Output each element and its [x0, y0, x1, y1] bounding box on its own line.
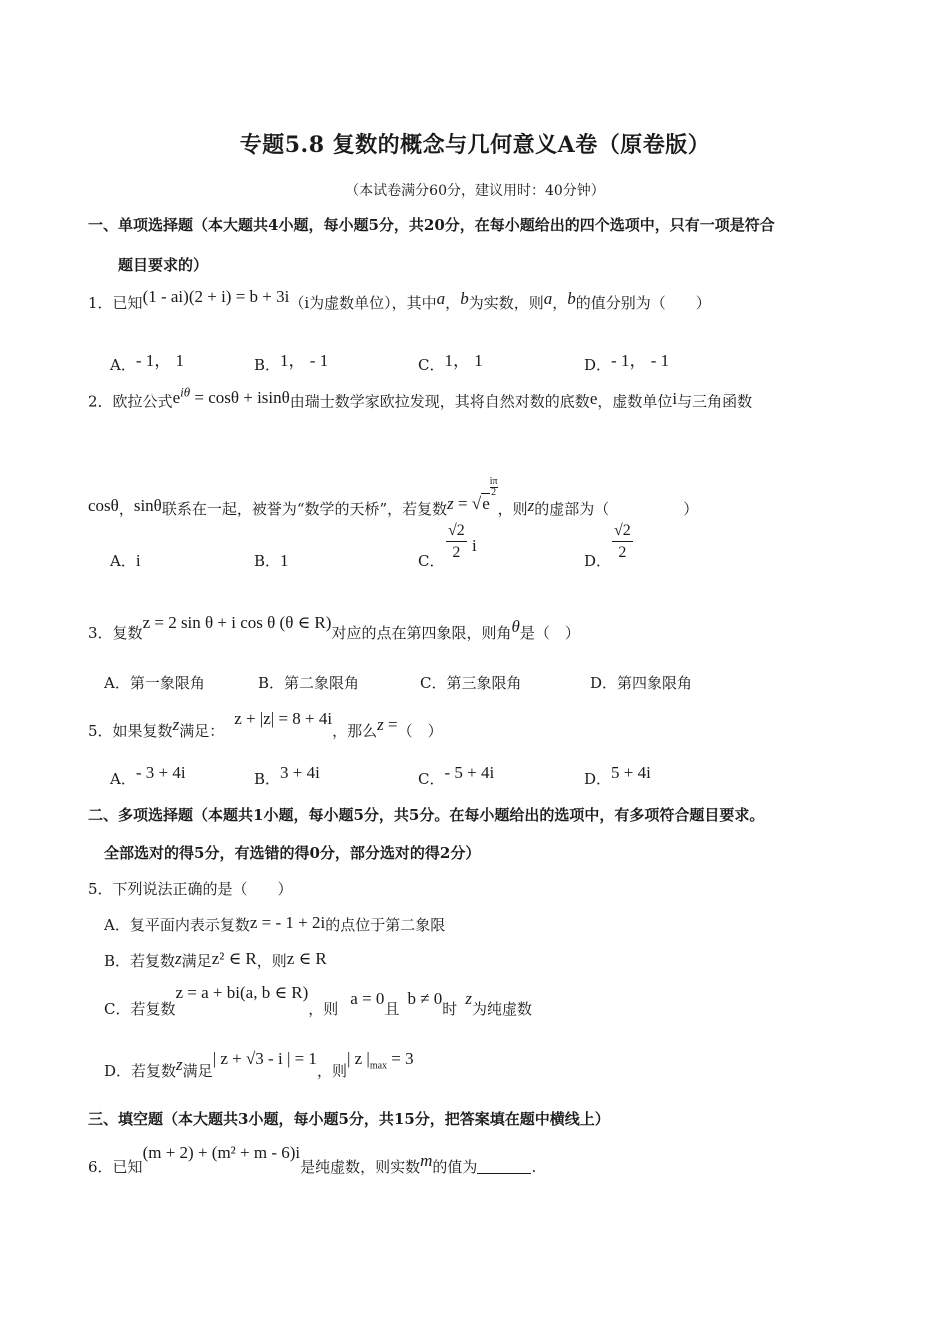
abs-z: | z | [346, 1049, 370, 1068]
q6-m: m [420, 1151, 433, 1170]
q5b-option-d[interactable] [104, 1049, 414, 1083]
q2-sqrt: √e $\frac{i\pi}{2}$ [471, 476, 498, 513]
option-label: B． [254, 770, 281, 788]
option-value: 第四象限角 [617, 674, 693, 692]
option-text: 时 [442, 1000, 458, 1018]
q1-var-b: b [460, 289, 469, 308]
option-formula: z² ∈ R [211, 949, 257, 968]
q6-text: 已知 [112, 1158, 143, 1176]
q3-theta: θ [511, 617, 520, 636]
option-value: 第三象限角 [446, 674, 522, 692]
section1-heading: 一、单项选择题（本大题共4小题，每小题5分，共20分，在每小题给出的四个选项中，只有一项是符合 [88, 216, 775, 234]
q2-option-a[interactable] [110, 550, 141, 571]
fraction-numerator: √2 [612, 522, 633, 542]
option-text: 若复数 [130, 952, 176, 970]
option-z: z [465, 989, 472, 1008]
option-label: A． [104, 674, 130, 692]
q2-option-c[interactable] [418, 550, 444, 571]
option-value: 3 + 4i [280, 763, 320, 782]
option-label: C． [418, 552, 445, 570]
q3-text: 复数 [112, 624, 143, 642]
option-label: D． [584, 356, 612, 374]
q1-text: 为实数，则 [468, 294, 544, 312]
q1-text: 已知 [112, 294, 143, 312]
q5b-option-c[interactable] [104, 983, 532, 1019]
q1-var-a: a [436, 289, 446, 308]
option-label: B． [254, 552, 281, 570]
page-title: 专题5.8 复数的概念与几何意义A卷（原卷版） [239, 132, 711, 158]
q2-formula-rhs: = cosθ + isinθ [190, 387, 290, 407]
option-z: z [176, 1055, 183, 1074]
question-5-multi [88, 878, 293, 899]
q6-formula: (m + 2) + (m² + m - 6)i [142, 1143, 301, 1162]
q2-text: 与三角函数 [677, 392, 753, 411]
q2-exp-den: 2 [491, 487, 497, 498]
q3-option-a[interactable] [104, 672, 205, 693]
option-value: 1， - 1 [280, 351, 329, 370]
q3-formula: z = 2 sin θ + i cos θ (θ ∈ R) [142, 613, 332, 632]
q5a-number: 5． [88, 722, 113, 740]
fraction-denominator: 2 [452, 544, 461, 561]
option-formula: z = a + bi(a, b ∈ R) [175, 983, 309, 1002]
question-3 [88, 613, 580, 643]
q1-option-d[interactable] [584, 350, 669, 375]
option-text: 满足 [182, 1062, 213, 1080]
option-value: 第一象限角 [129, 674, 205, 692]
q2-text: ） [683, 500, 699, 518]
option-label: C． [418, 770, 445, 788]
q6-text: 是纯虚数，则实数 [300, 1158, 421, 1176]
q1-text: 的值分别为（ ） [575, 294, 711, 312]
q5a-text: ，那么 [332, 722, 378, 740]
question-5-single [88, 709, 443, 741]
q5a-option-a[interactable] [110, 763, 186, 789]
q1-option-b[interactable] [254, 350, 328, 375]
q2-option-c-suffix: i [472, 536, 477, 555]
q2-z: z [527, 496, 535, 515]
section1-heading-cont: 题目要求的） [118, 256, 209, 274]
option-label: A． [110, 356, 136, 374]
option-formula: | z + √3 - i | = 1 [212, 1049, 317, 1068]
q2-e: e [589, 388, 598, 408]
q5a-formula: z + |z| = 8 + 4i [234, 709, 333, 728]
q2-option-b[interactable] [254, 550, 289, 571]
option-text: 若复数 [130, 1000, 176, 1018]
max-subscript: max [369, 1060, 388, 1072]
question-6 [88, 1143, 537, 1177]
formula-rhs: = 3 [387, 1049, 414, 1068]
q2-option-d[interactable] [584, 550, 611, 571]
option-label: D． [590, 674, 618, 692]
q5a-text: （ ） [397, 722, 443, 740]
q2-text: ，虚数单位 [597, 392, 673, 411]
q2-eq: = [453, 494, 472, 513]
option-value: - 3 + 4i [135, 763, 186, 782]
q3-number: 3． [88, 624, 113, 642]
option-text: 满足 [181, 952, 212, 970]
q6-answer-blank[interactable] [477, 1159, 531, 1174]
option-label: A． [104, 916, 130, 934]
section2-heading: 二、多项选择题（本题共1小题，每小题5分，共5分。在每小题给出的选项中，有多项符合题目要求。 [88, 806, 765, 824]
q5a-eq: = [383, 715, 398, 734]
option-formula [346, 1049, 414, 1072]
option-label: A． [110, 552, 136, 570]
option-text: 且 [384, 1000, 400, 1018]
q2-exp-frac [490, 477, 498, 498]
q1-sep: ， [445, 294, 461, 312]
fraction-denominator: 2 [618, 544, 627, 561]
option-formula: a = 0 [350, 989, 385, 1008]
q2-sqrt-base: e [482, 494, 490, 513]
q2-text: ，则 [497, 500, 528, 518]
option-value: 1， 1 [444, 351, 483, 370]
q1-option-c[interactable] [418, 350, 483, 375]
q2-formula [172, 384, 290, 407]
question-1 [88, 287, 711, 313]
page-subtitle: （本试卷满分60分，建议用时：40分钟） [345, 183, 605, 199]
q5b-stem: 下列说法正确的是（ ） [112, 880, 293, 898]
option-label: C． [420, 674, 447, 692]
option-text: ，则 [256, 952, 287, 970]
q1-option-a[interactable] [110, 350, 184, 375]
option-value: - 1， - 1 [611, 351, 670, 370]
q2-exp-num: iπ [489, 476, 498, 487]
q5a-option-b[interactable] [254, 763, 320, 789]
option-text: 若复数 [131, 1062, 177, 1080]
option-value: - 1， 1 [135, 351, 185, 370]
q3-text: 对应的点在第四象限，则角 [331, 624, 512, 642]
option-label: B． [254, 356, 281, 374]
q5b-number: 5． [88, 880, 113, 898]
q5a-z: z [172, 715, 180, 734]
q1-var-b: b [567, 289, 576, 308]
option-value: - 5 + 4i [444, 763, 495, 782]
q2-formula-base: e [172, 387, 181, 407]
option-value: 5 + 4i [611, 763, 651, 782]
q6-text: 的值为 [432, 1158, 478, 1176]
q2-text: 由瑞士数学家欧拉发现，其将自然对数的底数 [289, 392, 590, 411]
q2-z: z [447, 494, 454, 513]
option-text: ，则 [316, 1062, 347, 1080]
q5a-z: z [377, 715, 384, 734]
option-value: 1 [280, 551, 289, 570]
q6-number: 6． [88, 1158, 113, 1176]
option-text: 为纯虚数 [471, 1000, 532, 1018]
q2-sep: ， [118, 500, 134, 518]
option-label: B． [104, 952, 131, 970]
q5a-option-c[interactable] [418, 763, 495, 789]
q2-i: i [672, 388, 678, 408]
option-label: D． [104, 1062, 132, 1080]
section2-heading-cont: 全部选对的得5分，有选错的得0分，部分选对的得2分） [104, 844, 481, 862]
option-formula: z = - 1 + 2i [249, 913, 326, 932]
q2-cos: cosθ [88, 496, 119, 515]
q2-option-d-fraction [612, 522, 633, 562]
q1-var-a: a [543, 289, 553, 308]
option-label: C． [104, 1000, 131, 1018]
option-z: z [175, 949, 182, 968]
q2-sin: sinθ [133, 496, 162, 515]
q3-option-b[interactable] [258, 672, 359, 693]
q1-number: 1． [88, 294, 113, 312]
q6-text: . [531, 1158, 537, 1176]
q2-option-c-fraction [446, 522, 467, 562]
option-text: ，则 [308, 1000, 339, 1018]
q2-text: 欧拉公式 [112, 392, 173, 411]
q2-formula-exp: iθ [180, 384, 191, 399]
q1-sep: ， [552, 294, 568, 312]
option-label: A． [110, 770, 136, 788]
option-label: D． [584, 770, 612, 788]
option-formula: z ∈ R [286, 949, 327, 968]
option-text: 复平面内表示复数 [129, 916, 250, 934]
option-value: 第二象限角 [284, 674, 360, 692]
q5a-text: 如果复数 [112, 722, 173, 740]
option-label: D． [584, 552, 612, 570]
q5b-option-b[interactable] [104, 950, 327, 971]
q5a-option-d[interactable] [584, 763, 651, 789]
option-label: C． [418, 356, 445, 374]
option-value: i [135, 551, 141, 570]
option-formula: b ≠ 0 [407, 989, 443, 1008]
q2-text: 的虚部为（ [534, 500, 610, 518]
q3-option-d[interactable] [590, 672, 692, 693]
q2-text: 联系在一起，被誉为“数学的天桥”，若复数 [161, 500, 448, 518]
q1-text: （i为虚数单位），其中 [289, 294, 437, 312]
q3-text: 是（ ） [519, 624, 580, 642]
q3-option-c[interactable] [420, 672, 522, 693]
question-2 [88, 384, 753, 412]
section3-heading: 三、填空题（本大题共3小题，每小题5分，共15分，把答案填在题中横线上） [88, 1110, 610, 1128]
fraction-numerator: √2 [446, 522, 467, 542]
option-label: B． [258, 674, 285, 692]
q2-number: 2． [88, 392, 113, 411]
option-text: 的点位于第二象限 [325, 916, 446, 934]
q5b-option-a[interactable] [104, 914, 445, 935]
q1-formula: (1 - ai)(2 + i) = b + 3i [142, 287, 290, 306]
q5a-text: 满足： [179, 722, 225, 740]
